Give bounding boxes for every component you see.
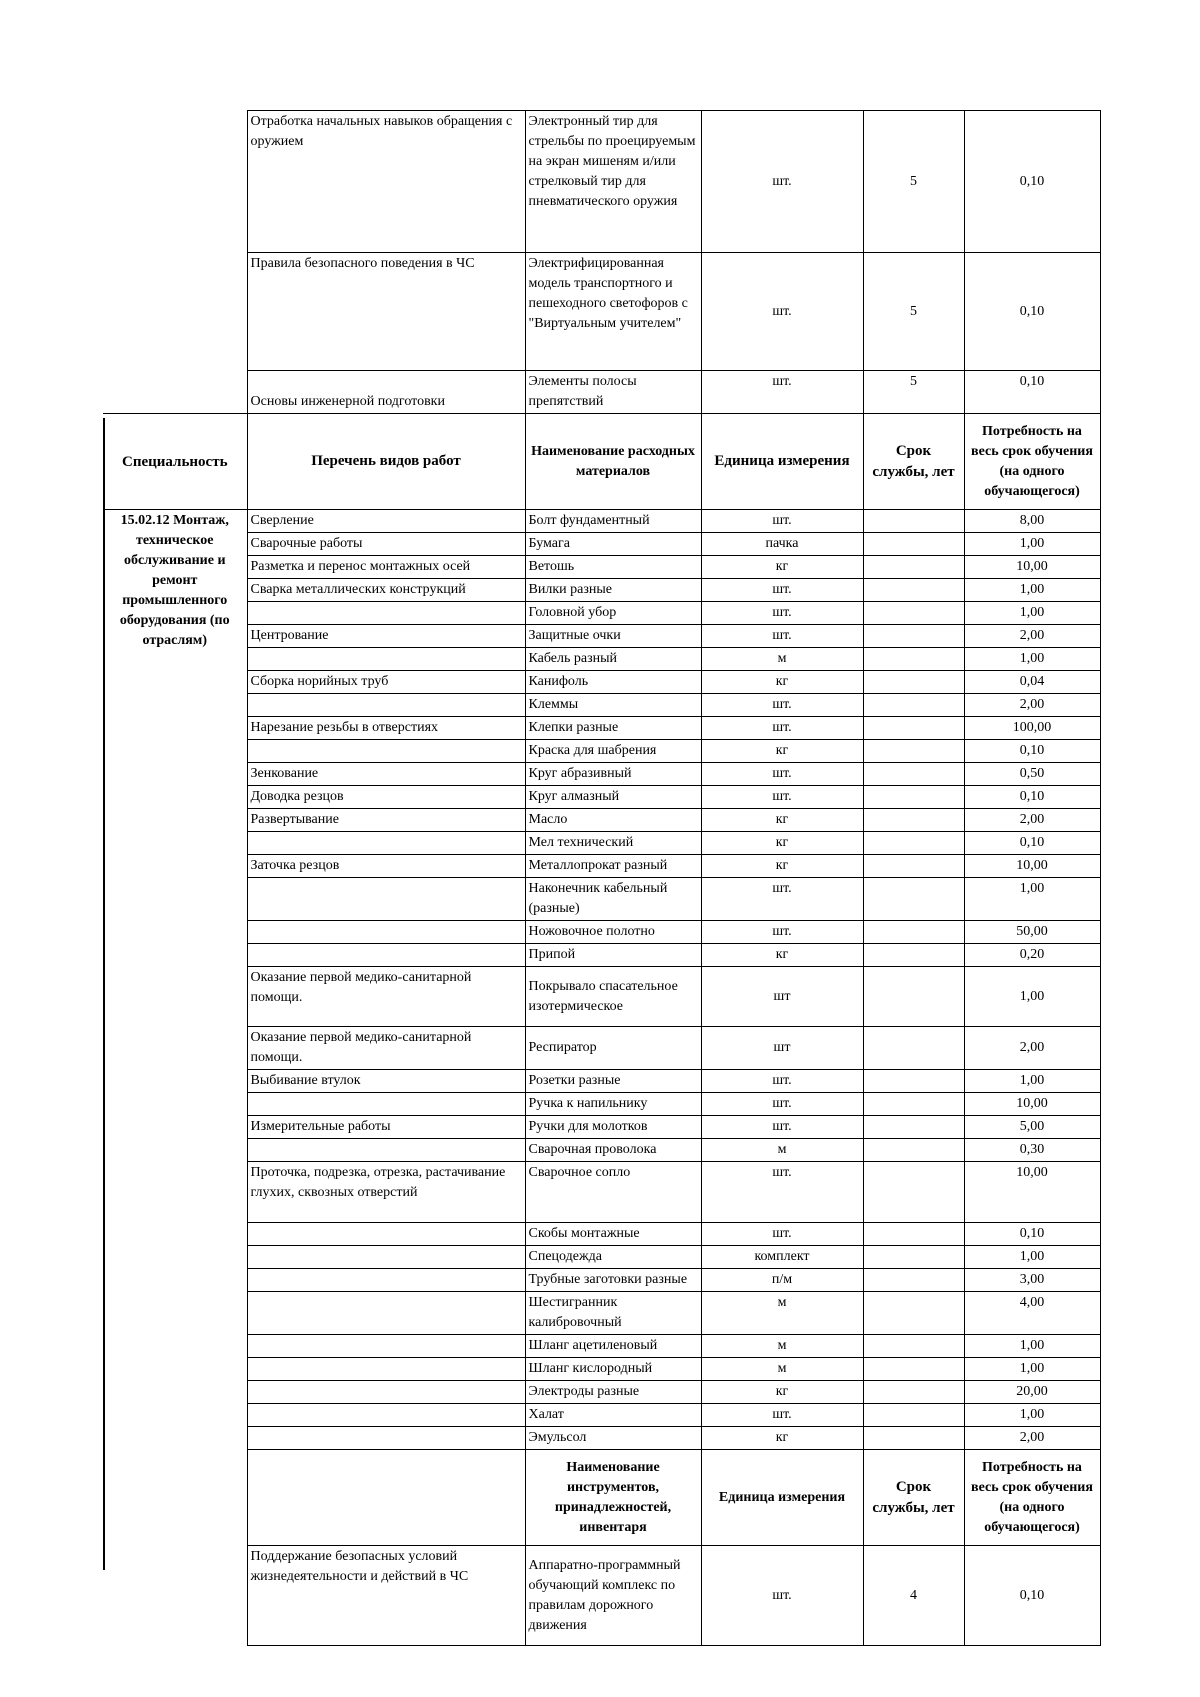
table-row — [103, 1223, 1100, 1246]
service-life-cell — [863, 1404, 964, 1427]
item-name-cell: Кабель разный — [525, 648, 701, 671]
requirement-cell: 10,00 — [964, 1093, 1100, 1116]
item-name-cell: Электронный тир для стрельбы по проецируемым на экран мишеням и/или стрелковый тир для пневматического оружия — [525, 111, 701, 253]
item-name-cell: Круг алмазный — [525, 786, 701, 809]
table-row — [103, 1070, 1100, 1093]
unit-cell: шт — [701, 1027, 863, 1070]
unit-cell: шт. — [701, 717, 863, 740]
service-life-cell — [863, 1427, 964, 1450]
unit-cell: м — [701, 1358, 863, 1381]
work-type-cell: Сверление — [247, 510, 525, 533]
item-name-cell: Ручки для молотков — [525, 1116, 701, 1139]
table-row — [103, 855, 1100, 878]
work-type-cell — [247, 1246, 525, 1269]
requirement-cell: 10,00 — [964, 855, 1100, 878]
work-type-cell: Зенкование — [247, 763, 525, 786]
requirement-cell: 0,10 — [964, 371, 1100, 414]
service-life-cell — [863, 671, 964, 694]
work-type-cell — [247, 1335, 525, 1358]
work-type-cell — [247, 1358, 525, 1381]
table-row — [103, 111, 1100, 253]
work-type-cell: Оказание первой медико-санитарной помощи. — [247, 967, 525, 1027]
requirement-cell: 1,00 — [964, 1070, 1100, 1093]
unit-cell: шт. — [701, 625, 863, 648]
requirement-cell: 1,00 — [964, 533, 1100, 556]
item-name-cell: Аппаратно-программный обучающий комплекс по правилам дорожного движения — [525, 1546, 701, 1646]
service-life-cell — [863, 1223, 964, 1246]
table-row — [103, 1292, 1100, 1335]
empty-cell — [103, 253, 247, 371]
unit-cell: шт. — [701, 1546, 863, 1646]
work-type-cell — [247, 1404, 525, 1427]
work-type-cell: Основы инженерной подготовки — [247, 371, 525, 414]
unit-cell: кг — [701, 832, 863, 855]
service-life-cell — [863, 510, 964, 533]
service-life-cell — [863, 1162, 964, 1223]
requirement-cell: 1,00 — [964, 967, 1100, 1027]
work-type-cell — [247, 1139, 525, 1162]
service-life-header: Срок службы, лет — [863, 1450, 964, 1546]
requirement-header: Потребность на весь срок обучения (на одного обучающегося) — [964, 414, 1100, 510]
table-row — [103, 1246, 1100, 1269]
table-row — [103, 921, 1100, 944]
requirement-cell: 0,50 — [964, 763, 1100, 786]
table-row — [103, 1335, 1100, 1358]
service-life-cell — [863, 533, 964, 556]
item-name-cell: Круг абразивный — [525, 763, 701, 786]
work-type-cell — [247, 878, 525, 921]
item-name-cell: Краска для шабрения — [525, 740, 701, 763]
unit-cell: шт. — [701, 1093, 863, 1116]
work-type-cell: Поддержание безопасных условий жизнедеятельности и действий в ЧС — [247, 1546, 525, 1646]
item-name-cell: Сварочная проволока — [525, 1139, 701, 1162]
empty-cell — [247, 1450, 525, 1546]
table-row — [103, 878, 1100, 921]
unit-cell: комплект — [701, 1246, 863, 1269]
requirement-cell: 100,00 — [964, 717, 1100, 740]
work-type-cell: Измерительные работы — [247, 1116, 525, 1139]
equipment-table — [103, 110, 1101, 1646]
item-name-cell: Шланг ацетиленовый — [525, 1335, 701, 1358]
table-row — [103, 602, 1100, 625]
service-life-cell — [863, 648, 964, 671]
unit-cell: м — [701, 1139, 863, 1162]
work-type-cell — [247, 832, 525, 855]
table-row — [103, 1546, 1100, 1646]
item-name-cell: Трубные заготовки разные — [525, 1269, 701, 1292]
specialty-name-cell: 15.02.12 Монтаж, техническое обслуживание и ремонт промышленного оборудования (по отраслям) — [103, 510, 247, 1646]
work-type-cell — [247, 1381, 525, 1404]
requirement-cell: 0,10 — [964, 253, 1100, 371]
work-type-cell: Заточка резцов — [247, 855, 525, 878]
service-life-cell: 5 — [863, 253, 964, 371]
unit-cell: шт. — [701, 694, 863, 717]
requirement-cell: 8,00 — [964, 510, 1100, 533]
requirement-cell: 1,00 — [964, 602, 1100, 625]
work-type-cell: Сборка норийных труб — [247, 671, 525, 694]
work-type-cell — [247, 944, 525, 967]
requirement-header: Потребность на весь срок обучения (на одного обучающегося) — [964, 1450, 1100, 1546]
requirement-cell: 0,10 — [964, 1223, 1100, 1246]
requirement-cell: 2,00 — [964, 1027, 1100, 1070]
service-life-cell: 5 — [863, 111, 964, 253]
unit-cell: кг — [701, 944, 863, 967]
item-name-cell: Канифоль — [525, 671, 701, 694]
requirement-cell: 5,00 — [964, 1116, 1100, 1139]
requirement-cell: 2,00 — [964, 694, 1100, 717]
table-row — [103, 1139, 1100, 1162]
unit-cell: кг — [701, 556, 863, 579]
table-row — [103, 671, 1100, 694]
unit-cell: шт. — [701, 1404, 863, 1427]
unit-cell: шт. — [701, 510, 863, 533]
requirement-cell: 0,30 — [964, 1139, 1100, 1162]
unit-cell: м — [701, 648, 863, 671]
work-type-cell: Правила безопасного поведения в ЧС — [247, 253, 525, 371]
item-name-cell: Болт фундаментный — [525, 510, 701, 533]
work-type-cell — [247, 1292, 525, 1335]
table-row — [103, 740, 1100, 763]
service-life-cell — [863, 579, 964, 602]
item-name-cell: Клепки разные — [525, 717, 701, 740]
table-row — [103, 556, 1100, 579]
work-type-cell — [247, 740, 525, 763]
item-name-cell: Припой — [525, 944, 701, 967]
unit-cell: шт. — [701, 602, 863, 625]
work-type-cell: Доводка резцов — [247, 786, 525, 809]
requirement-cell: 0,10 — [964, 111, 1100, 253]
work-type-cell: Отработка начальных навыков обращения с оружием — [247, 111, 525, 253]
work-type-cell — [247, 602, 525, 625]
unit-cell: кг — [701, 809, 863, 832]
work-type-cell: Сварочные работы — [247, 533, 525, 556]
works-header: Перечень видов работ — [247, 414, 525, 510]
work-type-cell — [247, 1223, 525, 1246]
requirement-cell: 1,00 — [964, 1335, 1100, 1358]
unit-cell: м — [701, 1335, 863, 1358]
item-name-cell: Защитные очки — [525, 625, 701, 648]
tools-header: Наименование инструментов, принадлежностей, инвентаря — [525, 1450, 701, 1546]
service-life-cell — [863, 740, 964, 763]
table-row — [103, 809, 1100, 832]
item-name-cell: Мел технический — [525, 832, 701, 855]
requirement-cell: 20,00 — [964, 1381, 1100, 1404]
table-row — [103, 1269, 1100, 1292]
empty-cell — [103, 371, 247, 414]
item-name-cell: Элементы полосы препятствий — [525, 371, 701, 414]
unit-cell: шт. — [701, 763, 863, 786]
item-name-cell: Респиратор — [525, 1027, 701, 1070]
table-row — [103, 763, 1100, 786]
materials-header: Наименование расходных материалов — [525, 414, 701, 510]
service-life-cell — [863, 556, 964, 579]
service-life-cell — [863, 625, 964, 648]
table-row — [103, 786, 1100, 809]
requirement-cell: 0,10 — [964, 832, 1100, 855]
requirement-cell: 10,00 — [964, 556, 1100, 579]
item-name-cell: Клеммы — [525, 694, 701, 717]
unit-cell: кг — [701, 855, 863, 878]
item-name-cell: Розетки разные — [525, 1070, 701, 1093]
service-life-cell — [863, 878, 964, 921]
service-life-cell — [863, 717, 964, 740]
service-life-cell: 4 — [863, 1546, 964, 1646]
table-row — [103, 1381, 1100, 1404]
service-life-cell — [863, 1292, 964, 1335]
table-row — [103, 944, 1100, 967]
specialty-header: Специальность — [103, 414, 247, 510]
item-name-cell: Электроды разные — [525, 1381, 701, 1404]
item-name-cell: Головной убор — [525, 602, 701, 625]
item-name-cell: Бумага — [525, 533, 701, 556]
item-name-cell: Скобы монтажные — [525, 1223, 701, 1246]
requirement-cell: 0,04 — [964, 671, 1100, 694]
unit-cell: шт. — [701, 111, 863, 253]
table-row — [103, 253, 1100, 371]
item-name-cell: Шестигранник калибровочный — [525, 1292, 701, 1335]
table-row — [103, 694, 1100, 717]
item-name-cell: Наконечник кабельный (разные) — [525, 878, 701, 921]
requirement-cell: 2,00 — [964, 1427, 1100, 1450]
service-life-cell — [863, 944, 964, 967]
requirement-cell: 50,00 — [964, 921, 1100, 944]
work-type-cell: Оказание первой медико-санитарной помощи. — [247, 1027, 525, 1070]
service-life-cell — [863, 921, 964, 944]
requirement-cell: 1,00 — [964, 1246, 1100, 1269]
work-type-cell — [247, 694, 525, 717]
service-life-cell — [863, 1358, 964, 1381]
service-life-cell — [863, 832, 964, 855]
service-life-cell — [863, 967, 964, 1027]
requirement-cell: 0,10 — [964, 1546, 1100, 1646]
unit-cell: кг — [701, 740, 863, 763]
unit-cell: м — [701, 1292, 863, 1335]
unit-cell: кг — [701, 1381, 863, 1404]
empty-cell — [103, 111, 247, 253]
work-type-cell: Развертывание — [247, 809, 525, 832]
service-life-cell — [863, 1070, 964, 1093]
unit-cell: шт. — [701, 1070, 863, 1093]
item-name-cell: Масло — [525, 809, 701, 832]
unit-cell: шт. — [701, 579, 863, 602]
work-type-cell — [247, 921, 525, 944]
work-type-cell: Выбивание втулок — [247, 1070, 525, 1093]
item-name-cell: Ветошь — [525, 556, 701, 579]
item-name-cell: Ручка к напильнику — [525, 1093, 701, 1116]
table-header-row — [103, 1450, 1100, 1546]
unit-cell: кг — [701, 671, 863, 694]
work-type-cell — [247, 1093, 525, 1116]
service-life-cell — [863, 1269, 964, 1292]
table-row — [103, 1404, 1100, 1427]
service-life-cell: 5 — [863, 371, 964, 414]
unit-cell: шт. — [701, 1223, 863, 1246]
requirement-cell: 1,00 — [964, 878, 1100, 921]
unit-cell: шт. — [701, 1116, 863, 1139]
table-row — [103, 579, 1100, 602]
table-row — [103, 1162, 1100, 1223]
unit-cell: шт. — [701, 1162, 863, 1223]
requirement-cell: 0,10 — [964, 740, 1100, 763]
service-life-header: Срок службы, лет — [863, 414, 964, 510]
table-row — [103, 717, 1100, 740]
requirement-cell: 0,20 — [964, 944, 1100, 967]
requirement-cell: 2,00 — [964, 625, 1100, 648]
unit-cell: шт. — [701, 878, 863, 921]
service-life-cell — [863, 1093, 964, 1116]
unit-cell: шт. — [701, 921, 863, 944]
service-life-cell — [863, 855, 964, 878]
work-type-cell: Сварка металлических конструкций — [247, 579, 525, 602]
item-name-cell: Металлопрокат разный — [525, 855, 701, 878]
requirement-cell: 1,00 — [964, 1358, 1100, 1381]
table-header-row — [103, 414, 1100, 510]
unit-cell: п/м — [701, 1269, 863, 1292]
work-type-cell — [247, 1269, 525, 1292]
service-life-cell — [863, 602, 964, 625]
item-name-cell: Халат — [525, 1404, 701, 1427]
work-type-cell — [247, 648, 525, 671]
item-name-cell: Покрывало спасательное изотермическое — [525, 967, 701, 1027]
table-row — [103, 1427, 1100, 1450]
service-life-cell — [863, 809, 964, 832]
table-row — [103, 510, 1100, 533]
service-life-cell — [863, 1381, 964, 1404]
service-life-cell — [863, 786, 964, 809]
service-life-cell — [863, 1139, 964, 1162]
table-row — [103, 533, 1100, 556]
requirement-cell: 0,10 — [964, 786, 1100, 809]
requirement-cell: 1,00 — [964, 648, 1100, 671]
item-name-cell: Эмульсол — [525, 1427, 701, 1450]
unit-header: Единица измерения — [701, 414, 863, 510]
service-life-cell — [863, 694, 964, 717]
unit-cell: шт — [701, 967, 863, 1027]
table-row — [103, 371, 1100, 414]
requirement-cell: 1,00 — [964, 1404, 1100, 1427]
requirement-cell: 3,00 — [964, 1269, 1100, 1292]
unit-header: Единица измерения — [701, 1450, 863, 1546]
table-row — [103, 1027, 1100, 1070]
table-row — [103, 967, 1100, 1027]
table-row — [103, 832, 1100, 855]
item-name-cell: Вилки разные — [525, 579, 701, 602]
requirement-cell: 1,00 — [964, 579, 1100, 602]
unit-cell: кг — [701, 1427, 863, 1450]
requirement-cell: 10,00 — [964, 1162, 1100, 1223]
service-life-cell — [863, 1246, 964, 1269]
work-type-cell — [247, 1427, 525, 1450]
table-row — [103, 1093, 1100, 1116]
item-name-cell: Сварочное сопло — [525, 1162, 701, 1223]
table-row — [103, 1358, 1100, 1381]
item-name-cell: Электрифицированная модель транспортного и пешеходного светофоров с "Виртуальным учителем" — [525, 253, 701, 371]
unit-cell: шт. — [701, 253, 863, 371]
work-type-cell: Нарезание резьбы в отверстиях — [247, 717, 525, 740]
item-name-cell: Ножовочное полотно — [525, 921, 701, 944]
unit-cell: шт. — [701, 786, 863, 809]
service-life-cell — [863, 1335, 964, 1358]
service-life-cell — [863, 1027, 964, 1070]
service-life-cell — [863, 763, 964, 786]
work-type-cell: Проточка, подрезка, отрезка, растачивание глухих, сквозных отверстий — [247, 1162, 525, 1223]
requirement-cell: 2,00 — [964, 809, 1100, 832]
requirement-cell: 4,00 — [964, 1292, 1100, 1335]
unit-cell: шт. — [701, 371, 863, 414]
item-name-cell: Шланг кислородный — [525, 1358, 701, 1381]
service-life-cell — [863, 1116, 964, 1139]
work-type-cell: Центрование — [247, 625, 525, 648]
unit-cell: пачка — [701, 533, 863, 556]
table-row — [103, 648, 1100, 671]
table-row — [103, 1116, 1100, 1139]
work-type-cell: Разметка и перенос монтажных осей — [247, 556, 525, 579]
item-name-cell: Спецодежда — [525, 1246, 701, 1269]
table-row — [103, 625, 1100, 648]
